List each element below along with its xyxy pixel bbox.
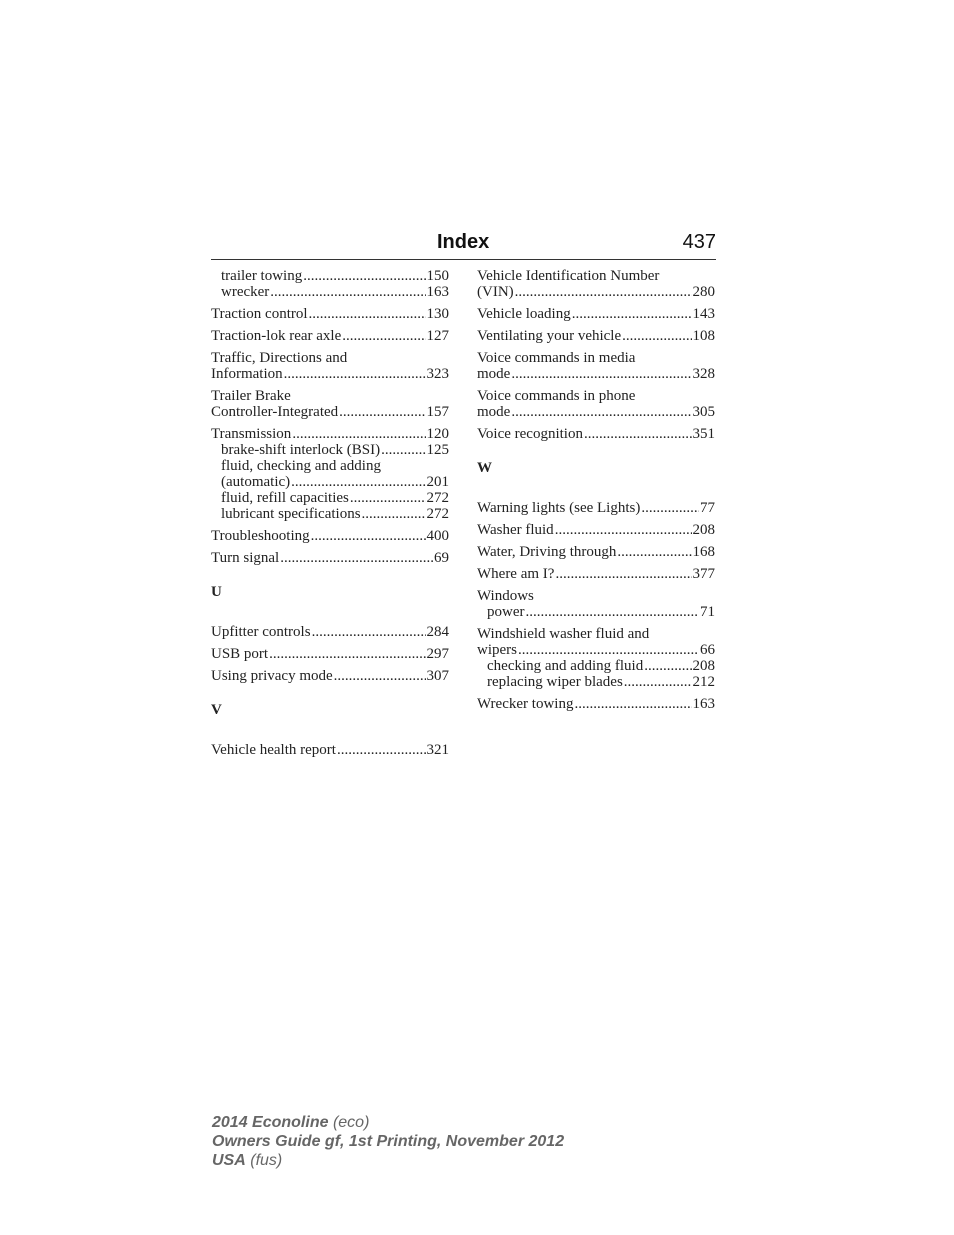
entry-text: Upfitter controls — [211, 624, 311, 640]
index-entry — [211, 426, 449, 522]
entry-text: Troubleshooting — [211, 528, 310, 544]
index-entry — [477, 426, 715, 442]
dot-leader — [312, 624, 426, 640]
index-line — [477, 500, 715, 516]
entry-page-number: 305 — [692, 404, 715, 420]
dot-leader — [303, 268, 425, 284]
dot-leader — [515, 284, 692, 300]
index-column-left — [211, 268, 449, 764]
dot-leader — [584, 426, 692, 442]
entry-page-number: 297 — [426, 646, 449, 662]
index-line — [477, 350, 715, 366]
entry-text: Controller-Integrated — [211, 404, 339, 420]
index-line — [477, 642, 715, 658]
dot-leader — [350, 490, 426, 506]
entry-page-number: 66 — [700, 642, 715, 658]
entry-page-number: 272 — [426, 490, 449, 506]
index-entry — [477, 522, 715, 538]
index-line — [211, 306, 449, 322]
index-line — [477, 306, 715, 322]
index-line — [477, 284, 715, 300]
index-line — [477, 366, 715, 382]
entry-text: Windshield washer fluid and — [477, 626, 650, 642]
dot-leader — [362, 506, 426, 522]
dot-leader — [644, 658, 691, 674]
dot-leader — [381, 442, 425, 458]
entry-page-number: 69 — [434, 550, 449, 566]
index-entry — [477, 566, 715, 582]
footer-line-3 — [212, 1151, 564, 1170]
entry-page-number: 272 — [426, 506, 449, 522]
index-line — [477, 328, 715, 344]
footer-region: USA — [212, 1152, 246, 1169]
entry-text: USB port — [211, 646, 269, 662]
index-line — [477, 388, 715, 404]
entry-page-number: 323 — [426, 366, 449, 382]
entry-page-number: 108 — [692, 328, 715, 344]
entry-page-number: 127 — [426, 328, 449, 344]
entry-text: Vehicle health report — [211, 742, 336, 758]
footer-model: 2014 Econoline — [212, 1114, 329, 1131]
entry-text: Turn signal — [211, 550, 280, 566]
dot-leader — [334, 668, 426, 684]
entry-page-number: 157 — [426, 404, 449, 420]
entry-text: trailer towing — [221, 268, 303, 284]
index-entry — [477, 500, 715, 516]
index-subentry — [211, 506, 449, 522]
entry-text: (automatic) — [221, 474, 291, 490]
dot-leader — [270, 284, 425, 300]
index-column-right — [477, 268, 715, 718]
entry-text: Where am I? — [477, 566, 555, 582]
section-letter: W — [477, 460, 492, 476]
index-line — [477, 268, 715, 284]
index-entry — [477, 388, 715, 420]
entry-page-number: 377 — [692, 566, 715, 582]
entry-text: power — [487, 604, 525, 620]
entry-page-number: 284 — [426, 624, 449, 640]
index-line — [211, 388, 449, 404]
entry-page-number: 150 — [426, 268, 449, 284]
index-line — [211, 426, 449, 442]
entry-text: Voice commands in media — [477, 350, 636, 366]
index-subentry — [211, 442, 449, 458]
index-entry — [211, 646, 449, 662]
entry-text: wipers — [477, 642, 517, 658]
index-entry — [211, 350, 449, 382]
entry-text: Vehicle loading — [477, 306, 571, 322]
entry-text: checking and adding fluid — [487, 658, 644, 674]
entry-text: brake-shift interlock (BSI) — [221, 442, 381, 458]
index-subentry — [211, 474, 449, 490]
entry-text: Wrecker towing — [477, 696, 574, 712]
page-footer — [212, 1113, 564, 1170]
index-entry — [211, 306, 449, 322]
entry-text: replacing wiper blades — [487, 674, 623, 690]
entry-text: Windows — [477, 588, 534, 604]
entry-text: Transmission — [211, 426, 292, 442]
entry-page-number: 77 — [700, 500, 715, 516]
dot-leader — [309, 306, 426, 322]
entry-text: Warning lights (see Lights) — [477, 500, 641, 516]
footer-line-2 — [212, 1132, 564, 1151]
entry-page-number: 201 — [426, 474, 449, 490]
index-subentry — [211, 284, 449, 300]
index-line — [477, 588, 715, 604]
index-line — [211, 328, 449, 344]
dot-leader — [518, 642, 699, 658]
dot-leader — [337, 742, 426, 758]
dot-leader — [339, 404, 425, 420]
entry-page-number: 321 — [426, 742, 449, 758]
dot-leader — [292, 426, 425, 442]
dot-leader — [280, 550, 433, 566]
index-line — [477, 696, 715, 712]
section-letter: U — [211, 584, 222, 600]
entry-text: mode — [477, 366, 511, 382]
dot-leader — [511, 404, 691, 420]
index-line — [211, 550, 449, 566]
entry-page-number: 400 — [426, 528, 449, 544]
entry-page-number: 328 — [692, 366, 715, 382]
dot-leader — [526, 604, 700, 620]
index-subentry — [211, 268, 449, 284]
index-entry — [211, 550, 449, 566]
entry-page-number: 163 — [426, 284, 449, 300]
index-line — [477, 522, 715, 538]
index-subentry — [477, 604, 715, 620]
entry-page-number: 351 — [692, 426, 715, 442]
entry-page-number: 208 — [692, 658, 715, 674]
entry-text: Voice commands in phone — [477, 388, 636, 404]
index-line — [211, 624, 449, 640]
index-line — [211, 742, 449, 758]
entry-text: fluid, checking and adding — [221, 458, 381, 474]
entry-text: Traction control — [211, 306, 308, 322]
entry-text: Voice recognition — [477, 426, 583, 442]
entry-text: Using privacy mode — [211, 668, 333, 684]
entry-text: wrecker — [221, 284, 270, 300]
dot-leader — [342, 328, 425, 344]
entry-text: Ventilating your vehicle — [477, 328, 622, 344]
index-line — [211, 350, 449, 366]
index-entry — [477, 626, 715, 690]
dot-leader — [291, 474, 425, 490]
dot-leader — [572, 306, 692, 322]
entry-text: Traction-lok rear axle — [211, 328, 342, 344]
index-entry — [211, 328, 449, 344]
dot-leader — [617, 544, 691, 560]
entry-page-number: 143 — [692, 306, 715, 322]
index-line — [211, 668, 449, 684]
index-subentry — [477, 674, 715, 690]
index-line — [211, 646, 449, 662]
entry-text: Trailer Brake — [211, 388, 291, 404]
index-entry — [211, 528, 449, 544]
entry-text: lubricant specifications — [221, 506, 361, 522]
index-line — [211, 404, 449, 420]
index-line — [211, 528, 449, 544]
entry-page-number: 120 — [426, 426, 449, 442]
index-entry — [477, 268, 715, 300]
index-entry — [211, 742, 449, 758]
entry-text: Traffic, Directions and — [211, 350, 348, 366]
index-entry — [477, 544, 715, 560]
entry-text: Washer fluid — [477, 522, 554, 538]
dot-leader — [511, 366, 691, 382]
index-subentry — [211, 490, 449, 506]
index-entry — [211, 624, 449, 640]
dot-leader — [641, 500, 699, 516]
page-title: Index — [437, 231, 490, 253]
page-number: 437 — [682, 231, 716, 253]
index-entry — [477, 588, 715, 620]
entry-text: fluid, refill capacities — [221, 490, 349, 506]
dot-leader — [555, 566, 691, 582]
page-header — [211, 229, 716, 260]
index-line — [477, 404, 715, 420]
index-entry — [211, 388, 449, 420]
entry-text: Information — [211, 366, 283, 382]
dot-leader — [311, 528, 426, 544]
section-letter: V — [211, 702, 222, 718]
index-entry — [477, 328, 715, 344]
entry-page-number: 307 — [426, 668, 449, 684]
footer-edition: Owners Guide gf, 1st Printing, November 2012 — [212, 1133, 565, 1150]
index-entry — [477, 306, 715, 322]
entry-page-number: 163 — [692, 696, 715, 712]
index-entry — [211, 668, 449, 684]
entry-text: (VIN) — [477, 284, 514, 300]
index-line — [477, 426, 715, 442]
index-line — [211, 366, 449, 382]
footer-region-code: (fus) — [250, 1152, 283, 1169]
entry-page-number: 168 — [692, 544, 715, 560]
index-entry — [211, 268, 449, 300]
entry-page-number: 212 — [692, 674, 715, 690]
footer-model-code: (eco) — [332, 1114, 370, 1131]
entry-page-number: 71 — [700, 604, 715, 620]
entry-text: Vehicle Identification Number — [477, 268, 660, 284]
entry-text: mode — [477, 404, 511, 420]
index-subentry — [211, 458, 449, 474]
dot-leader — [555, 522, 692, 538]
footer-line-1 — [212, 1113, 564, 1132]
index-entry — [477, 696, 715, 712]
entry-text: Water, Driving through — [477, 544, 617, 560]
entry-page-number: 280 — [692, 284, 715, 300]
dot-leader — [284, 366, 426, 382]
entry-page-number: 208 — [692, 522, 715, 538]
index-entry — [477, 350, 715, 382]
index-line — [477, 544, 715, 560]
dot-leader — [622, 328, 691, 344]
entry-page-number: 125 — [426, 442, 449, 458]
index-line — [477, 626, 715, 642]
index-subentry — [477, 658, 715, 674]
dot-leader — [269, 646, 425, 662]
dot-leader — [624, 674, 692, 690]
dot-leader — [574, 696, 691, 712]
entry-page-number: 130 — [426, 306, 449, 322]
index-line — [477, 566, 715, 582]
